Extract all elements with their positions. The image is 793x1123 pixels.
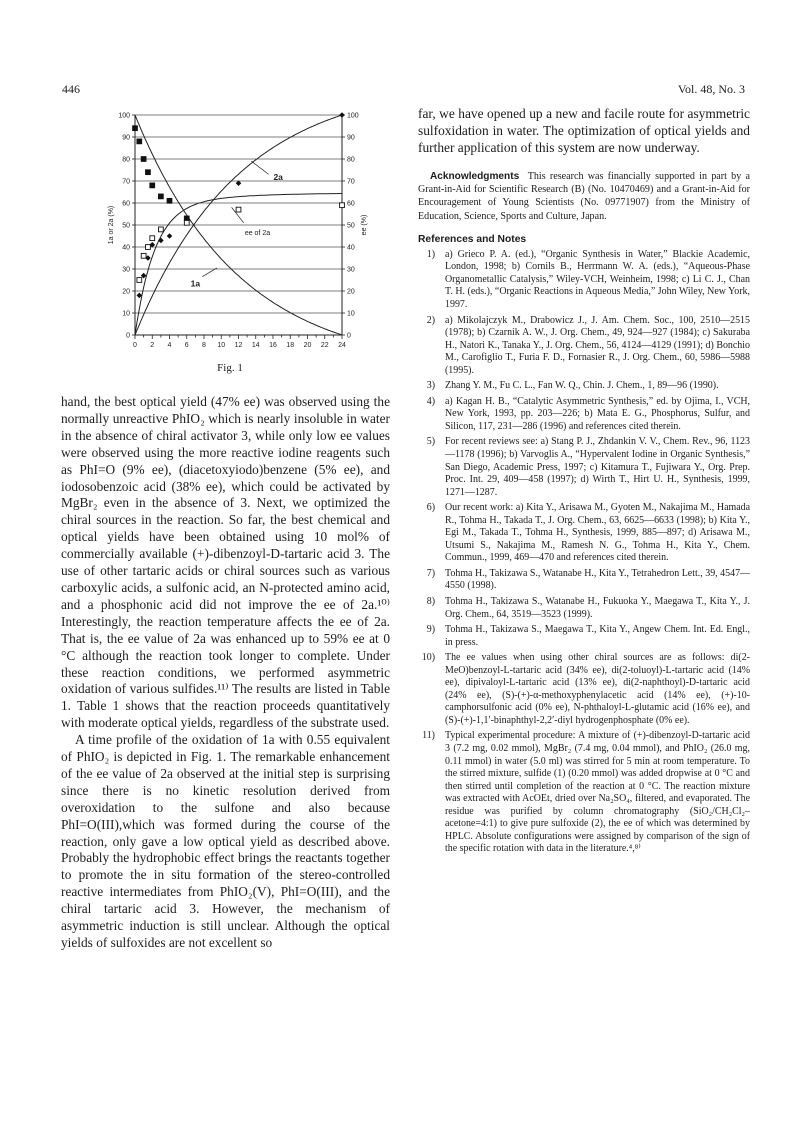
y-tick-label-left: 100 <box>118 112 130 120</box>
reference-number: 5) <box>426 436 435 448</box>
x-tick-label: 16 <box>269 342 277 349</box>
x-tick-label: 14 <box>251 342 260 349</box>
data-point-1a <box>167 198 172 203</box>
y-tick-label-right: 90 <box>347 134 355 142</box>
reference-text: a) Grieco P. A. (ed.), “Organic Synthesis in Water,” Blackie Academic, London, 1998; b) Cornils B., Herrmann W. A. (eds.), “Aqueous-Phase Organometallic Catalysis,” Wiley-VCH, Weinheim, 1998; c) Li C. J., Chan T. H. (eds.), “Organic Reactions in Aqueous Media,” John Wiley, New York, 1997. <box>445 248 750 310</box>
body-paragraph-1: hand, the best optical yield (47% ee) was observed using the normally unreactive PhIO₂ which is nearly insoluble in water in the absence of chiral activator 3, while only low ee values were observed using the more reactive iodine reagents such as PhI=O (9% ee), (diacetoxyiodo)benzene (5% ee), and iodosobenzoic acid (38% ee), which could be activated by MgBr₂ even in the absence of 3. Next, we optimized the chiral sources in the reaction. So far, the best chemical and optical yields have been obtained using 10 mol% of commercially available (+)-dibenzoyl-D-tartaric acid 3. The use of other tartaric acids or chiral sources such as various carboxylic acids, a sulfonic acid, an N-protected amino acid, and a phosphonic acid did not improve the ee of 2a.¹⁰⁾ Interestingly, the reaction temperature affects the ee of 2a. That is, the ee value of 2a was enhanced up to 59% ee at 0 °C although the reaction took longer to complete. Under these reaction conditions, we performed asymmetric oxidation of various sulfides.¹¹⁾ The results are listed in Table 1. Table 1 shows that the reaction proceeds quantitatively with moderate optical yields, regardless of the substrate used. <box>61 394 390 731</box>
data-point-1a <box>137 139 142 144</box>
y-tick-label-right: 80 <box>347 156 355 164</box>
reference-text: Tohma H., Takizawa S., Maegawa T., Kita Y., Angew Chem. Int. Ed. Engl., in press. <box>445 624 750 648</box>
data-point-ee-of-2a <box>158 227 163 232</box>
y-tick-label-right: 20 <box>347 288 355 296</box>
y-tick-label-left: 50 <box>122 222 130 230</box>
reference-text: For recent reviews see: a) Stang P. J., Zhdankin V. V., Chem. Rev., 96, 1123—1178 (1996); b) Varvoglis A., “Hypervalent Iodine in Organic Synthesis,” San Diego, Academic Press, 1997; c) Kitamura T., Fujiwara Y., Org. Prep. Proc. Int. 29, 409—458 (1997); d) Wirth T., Hirt U. H., Synthesis, 1999, 1271—1287. <box>445 436 750 498</box>
reference-text: a) Mikolajczyk M., Drabowicz J., J. Am. Chem. Soc., 100, 2510—2515 (1978); b) Czarnik A. W., J. Org. Chem., 49, 924—927 (1984); c) Sakuraba H., Natori K., Tanaka Y., J. Org. Chem., 56, 4124—4129 (1991); d) Bonchio M., Carofiglio T., Furia F. D., Fornasier R., J. Org. Chem., 60, 5986—5988 (1995). <box>445 314 750 376</box>
reference-text: Tohma H., Takizawa S., Watanabe H., Fukuoka Y., Maegawa T., Kita Y., J. Org. Chem., 64, 3519—3523 (1999). <box>445 596 750 620</box>
reference-number: 8) <box>426 596 435 608</box>
reference-number: 4) <box>426 395 435 407</box>
label-ee-of-2a: ee of 2a <box>244 229 271 237</box>
x-tick-label: 8 <box>202 342 206 349</box>
y-tick-label-left: 60 <box>122 200 130 208</box>
data-point-ee-of-2a <box>340 203 345 208</box>
reference-item <box>418 396 750 434</box>
figure-caption: Fig. 1 <box>217 362 243 374</box>
reference-number: 7) <box>426 567 435 579</box>
data-point-2a <box>339 112 345 118</box>
y-tick-label-right: 50 <box>347 222 355 230</box>
reference-item <box>418 652 750 727</box>
left-column <box>61 394 390 952</box>
reference-item <box>418 380 750 393</box>
x-tick-label: 6 <box>184 342 189 349</box>
x-tick-label: 2 <box>150 342 155 349</box>
x-tick-label: 4 <box>167 342 172 349</box>
time-profile-chart <box>80 105 380 350</box>
leader-2a <box>251 161 268 174</box>
y-tick-label-right: 100 <box>347 112 359 120</box>
data-point-2a <box>158 238 164 244</box>
data-point-ee-of-2a <box>184 220 189 225</box>
x-tick-label: 18 <box>286 342 295 349</box>
reference-text: Zhang Y. M., Fu C. L., Fan W. Q., Chin. J. Chem., 1, 89—96 (1990). <box>445 380 719 392</box>
figure-1 <box>80 105 380 350</box>
data-point-1a <box>133 126 138 131</box>
data-point-ee-of-2a <box>236 207 241 212</box>
x-tick-label: 10 <box>217 342 226 349</box>
y-tick-label-left: 10 <box>122 310 130 318</box>
right-column <box>418 105 750 859</box>
y-tick-label-left: 30 <box>122 266 130 274</box>
body-paragraph-2: A time profile of the oxidation of 1a with 0.55 equivalent of PhIO₂ is depicted in Fig. 1. The remarkable enhancement of the ee value of 2a observed at the initial step is surprising since there is no kinetic resolution derived from overoxidation to the sulfone and also because PhI=O(III),which was formed during the course of the reaction, only gave a low optical yield as described above. Probably the hydrophobic effect brings the reactants together to promote the in situ formation of the stereo-controlled reactive intermediates from PhIO₂(V), PhI=O(III), and the chiral tartaric acid 3. However, the mechanism of asymmetric induction is still unclear. Although the optical yields of sulfoxides are not excellent so <box>61 732 390 950</box>
y-tick-label-left: 20 <box>122 288 130 296</box>
x-tick-label: 24 <box>338 342 346 349</box>
intro-paragraph: far, we have opened up a new and facile route for asymmetric sulfoxidation in water. The optimization of optical yields and further application of this system are now underway. <box>418 106 750 156</box>
y-tick-label-right: 0 <box>347 332 351 340</box>
reference-number: 2) <box>426 314 435 326</box>
reference-text: a) Kagan H. B., “Catalytic Asymmetric Synthesis,” ed. by Ojima, I., VCH, New York, 1993, pp. 203—226; b) Mata E. G., Phosphorus, Sulfur, and Silicon, 117, 231—286 (1996) and references cited therein. <box>445 395 750 432</box>
data-point-ee-of-2a <box>141 253 146 258</box>
y-tick-label-right: 70 <box>347 178 355 186</box>
y-tick-label-left: 80 <box>122 156 130 164</box>
x-tick-label: 12 <box>234 342 243 349</box>
reference-text: Tohma H., Takizawa S., Watanabe H., Kita Y., Tetrahedron Lett., 39, 4547—4550 (1998). <box>445 567 750 592</box>
ack-text: This research was financially supported in part by a Grant-in-Aid for Scientific Research (B) (No. 10470469) and a Grant-in-Aid for Encouragement of Young Scientists (No. 09771907) from the Ministry of Education, Science, Sports and Culture, Japan. <box>418 170 750 222</box>
reference-number: 10) <box>421 652 435 664</box>
y-axis-label-left: 1a or 2a (%) <box>108 205 115 245</box>
reference-number: 1) <box>426 248 435 260</box>
data-point-ee-of-2a <box>146 245 151 250</box>
reference-item <box>418 568 750 593</box>
reference-item <box>418 249 750 312</box>
reference-item <box>418 502 750 565</box>
y-tick-label-left: 0 <box>126 332 130 340</box>
x-tick-label: 22 <box>320 342 329 349</box>
label-2a: 2a <box>273 171 283 182</box>
reference-number: 6) <box>426 502 435 514</box>
reference-number: 9) <box>426 624 435 636</box>
y-tick-label-right: 10 <box>347 310 355 318</box>
y-axis-label-right: ee (%) <box>361 214 368 236</box>
data-point-ee-of-2a <box>137 278 142 283</box>
y-tick-label-left: 90 <box>122 134 130 142</box>
reference-item <box>418 436 750 499</box>
data-point-1a <box>146 170 151 175</box>
reference-item <box>418 596 750 621</box>
page-number: 446 <box>62 82 80 96</box>
reference-text: Our recent work: a) Kita Y., Arisawa M., Gyoten M., Nakajima M., Hamada R., Tohma H., Takada T., J. Org. Chem., 63, 6625—6633 (1998); b) Kita Y., Egi M., Takada T., Tohma H., Synthesis, 1999, 885—897; d) Arisawa M., Utsumi S., Nakajima M., Ramesh N. G., Tohma H., Kita Y., Chem. Commun., 1999, 469—470 and references cited therein. <box>445 502 750 564</box>
y-tick-label-left: 70 <box>122 178 130 186</box>
x-tick-label: 0 <box>133 342 137 349</box>
y-tick-label-right: 30 <box>347 266 355 274</box>
references-heading: References and Notes <box>418 233 527 245</box>
reference-text: Typical experimental procedure: A mixture of (+)-dibenzoyl-D-tartaric acid 3 (7.2 mg, 0.02 mmol), MgBr₂ (7.4 mg, 0.04 mmol), and PhIO₂ (26.0 mg, 0.11 mmol) in water (5.0 ml) was stirred for 5 min at room temperature. To the stirred mixture, sulfide (1) (0.20 mmol) was added dropwise at 0 °C and then stirred until completion of the reaction at 0 °C. The reaction mixture was extracted with AcOEt, dried over Na₂SO₄, filtered, and evaporated. The residue was purified by column chromatography (SiO₂/CH₂Cl₂–acetone=4:1) to give pure sulfoxide (2), the ee of which was determined by HPLC. Absolute configurations were assigned by comparison of the sign of the specific rotation with data in the literature.⁴,⁸⁾ <box>445 730 750 855</box>
x-tick-label: 20 <box>303 342 312 349</box>
data-point-ee-of-2a <box>150 236 155 241</box>
reference-item <box>418 730 750 855</box>
ack-heading: Acknowledgments <box>430 170 520 182</box>
data-point-2a <box>167 233 173 239</box>
acknowledgments <box>418 170 750 223</box>
data-point-1a <box>141 157 146 162</box>
reference-number: 11) <box>422 730 435 742</box>
curve-ee <box>135 194 342 336</box>
y-tick-label-right: 40 <box>347 244 355 252</box>
reference-item <box>418 624 750 649</box>
reference-number: 3) <box>426 380 435 392</box>
reference-item <box>418 315 750 378</box>
volume-label: Vol. 48, No. 3 <box>677 82 745 96</box>
references-list <box>418 249 750 856</box>
data-point-1a <box>150 183 155 188</box>
y-tick-label-left: 40 <box>122 244 130 252</box>
y-tick-label-right: 60 <box>347 200 355 208</box>
label-1a: 1a <box>190 278 201 289</box>
data-point-1a <box>158 194 163 199</box>
reference-text: The ee values when using other chiral sources are as follows: di(2-MeO)benzoyl-L-tartaric acid (34% ee), di(2-toluoyl)-L-tartaric acid (14% ee), dipivaloyl-L-tartaric acid (13% ee), di(2-naphthoyl)-D-tartaric acid (24% ee), (S)-(+)-α-methoxyphenylacetic acid (14% ee), (+)-10-camphorsulfonic acid (0% ee), N-phthaloyl-L-glutamic acid (16% ee), and (S)-(+)-1,1′-binaphthyl-2,2′-diyl hydrogenphosphate (0% ee). <box>445 652 750 726</box>
